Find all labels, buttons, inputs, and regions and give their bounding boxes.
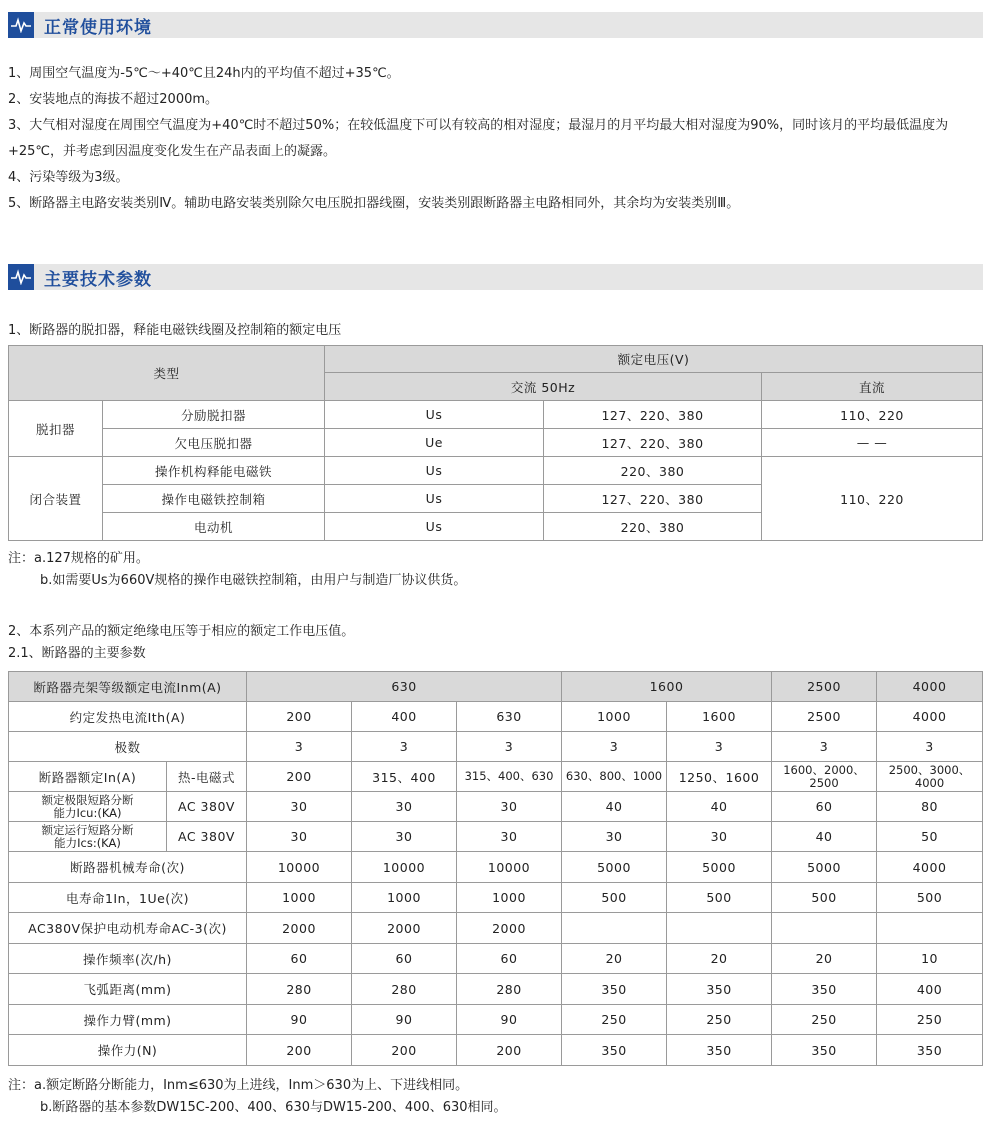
cell: 90: [352, 1005, 457, 1035]
cell: 1000: [457, 883, 562, 913]
pulse-icon: [8, 264, 34, 290]
note-1: [8, 548, 466, 592]
cell: 350: [667, 974, 772, 1005]
cell: 10000: [457, 852, 562, 883]
cell: 3: [352, 732, 457, 762]
subtitle-text: 1、断路器的脱扣器，释能电磁铁线圈及控制箱的额定电压: [8, 323, 342, 338]
cell: 60: [352, 944, 457, 974]
table-row: [9, 702, 983, 732]
cell: 10: [877, 944, 983, 974]
row-label: 电寿命1In，1Ue(次): [9, 883, 247, 913]
cell: 30: [247, 822, 352, 852]
group-release: 脱扣器: [9, 401, 103, 457]
row-label: 极数: [9, 732, 247, 762]
cell: 280: [457, 974, 562, 1005]
dc-voltage: 110、220: [762, 457, 983, 541]
cell: 30: [457, 822, 562, 852]
frame-2500: 2500: [772, 672, 877, 702]
cell: 1000: [247, 883, 352, 913]
row-label: 断路器额定In(A): [9, 762, 167, 792]
cell: 2000: [457, 913, 562, 944]
cell: 10000: [352, 852, 457, 883]
cell: 350: [667, 1035, 772, 1066]
cell: [562, 913, 667, 944]
cell: 500: [772, 883, 877, 913]
row-label: 操作力臂(mm): [9, 1005, 247, 1035]
type-header: 类型: [9, 346, 325, 401]
cell: 3: [457, 732, 562, 762]
row-sublabel: 热-电磁式: [167, 762, 247, 792]
cell: [877, 913, 983, 944]
cell: 2500、3000、4000: [877, 762, 983, 792]
frame-4000: 4000: [877, 672, 983, 702]
cell: 250: [877, 1005, 983, 1035]
cell: 630: [457, 702, 562, 732]
row-label: 飞弧距离(mm): [9, 974, 247, 1005]
cell: 10000: [247, 852, 352, 883]
cell: 40: [772, 822, 877, 852]
cell: 500: [877, 883, 983, 913]
list-item: 4、污染等级为3级。: [8, 170, 129, 185]
cell: 200: [457, 1035, 562, 1066]
cell: 350: [877, 1035, 983, 1066]
cell: 30: [457, 792, 562, 822]
note-line: 注：a.127规格的矿用。: [8, 551, 149, 566]
list-item: 2、安装地点的海拔不超过2000m。: [8, 92, 219, 107]
ac-voltage: 220、380: [544, 513, 762, 541]
cell: [667, 913, 772, 944]
cell: 30: [667, 822, 772, 852]
cell: 315、400: [352, 762, 457, 792]
section-header-environment: [8, 12, 983, 38]
cell: 30: [247, 792, 352, 822]
cell: 630、800、1000: [562, 762, 667, 792]
ac-voltage: 127、220、380: [544, 429, 762, 457]
table-row: [9, 822, 983, 852]
cell: 2000: [352, 913, 457, 944]
note-line: b.如需要Us为660V规格的操作电磁铁控制箱，由用户与制造厂协议供货。: [40, 573, 467, 588]
cell: 20: [772, 944, 877, 974]
cell: 3: [667, 732, 772, 762]
cell: 350: [562, 974, 667, 1005]
table-row: [9, 913, 983, 944]
table-row: [9, 762, 983, 792]
subtitle-text: 2、本系列产品的额定绝缘电压等于相应的额定工作电压值。: [8, 624, 355, 639]
row-label: AC380V保护电动机寿命AC-3(次): [9, 913, 247, 944]
dc-voltage: 110、220: [762, 401, 983, 429]
cell: 3: [877, 732, 983, 762]
section-title: 正常使用环境: [44, 17, 152, 38]
frame-630: 630: [247, 672, 562, 702]
cell: 280: [247, 974, 352, 1005]
cell: 40: [562, 792, 667, 822]
type-name: 电动机: [103, 513, 325, 541]
section-title: 主要技术参数: [44, 269, 152, 290]
note-line: b.断路器的基本参数DW15C-200、400、630与DW15-200、400、630相同。: [40, 1100, 507, 1115]
pulse-icon: [8, 12, 34, 38]
cell: 80: [877, 792, 983, 822]
note-line: 注：a.额定断路分断能力，Inm≤630为上进线，Inm＞630为上、下进线相同。: [8, 1078, 469, 1093]
cell: 40: [667, 792, 772, 822]
table-row: [9, 852, 983, 883]
ac-voltage: 127、220、380: [544, 485, 762, 513]
table-row: [9, 883, 983, 913]
type-name: 分励脱扣器: [103, 401, 325, 429]
cell: 400: [352, 702, 457, 732]
cell: 200: [352, 1035, 457, 1066]
table-row: [9, 1035, 983, 1066]
cell: 315、400、630: [457, 762, 562, 792]
type-name: 操作电磁铁控制箱: [103, 485, 325, 513]
params-table: [8, 671, 983, 1066]
row-label: 断路器机械寿命(次): [9, 852, 247, 883]
cell: 250: [562, 1005, 667, 1035]
cell: 500: [562, 883, 667, 913]
voltage-header: 额定电压(V): [325, 346, 983, 373]
symbol: Us: [325, 457, 544, 485]
list-item: 3、大气相对湿度在周围空气温度为+40℃时不超过50%；在较低温度下可以有较高的相对湿度；最湿月的月平均最大相对湿度为90%，同时该月的平均最低温度为+25℃，并考虑到因温度变化发生在产品表面上的凝露。: [8, 118, 949, 159]
row-label: 操作频率(次/h): [9, 944, 247, 974]
cell: 200: [247, 762, 352, 792]
subtitles: [8, 621, 354, 665]
section-header-tech-params: [8, 264, 983, 290]
cell: 30: [352, 822, 457, 852]
symbol: Us: [325, 485, 544, 513]
cell: 60: [247, 944, 352, 974]
group-closing: 闭合装置: [9, 457, 103, 541]
cell: 5000: [667, 852, 772, 883]
cell: 60: [457, 944, 562, 974]
cell: 20: [562, 944, 667, 974]
cell: 350: [772, 974, 877, 1005]
list-item: 5、断路器主电路安装类别Ⅳ。辅助电路安装类别除欠电压脱扣器线圈，安装类别跟断路器主电路相同外，其余均为安装类别Ⅲ。: [8, 196, 740, 211]
row-label: [9, 792, 167, 822]
cell: 30: [352, 792, 457, 822]
type-name: 欠电压脱扣器: [103, 429, 325, 457]
list-item: 1、周围空气温度为-5℃～+40℃且24h内的平均值不超过+35℃。: [8, 66, 400, 81]
cell: 50: [877, 822, 983, 852]
table-row: [9, 792, 983, 822]
row-label-line: 能力Icu:(KA): [53, 805, 122, 820]
cell: 5000: [772, 852, 877, 883]
row-sublabel: AC 380V: [167, 822, 247, 852]
cell: 1600、2000、2500: [772, 762, 877, 792]
cell: 60: [772, 792, 877, 822]
cell: 5000: [562, 852, 667, 883]
row-label: 操作力(N): [9, 1035, 247, 1066]
cell: 250: [667, 1005, 772, 1035]
environment-list: [8, 61, 988, 217]
cell: 200: [247, 702, 352, 732]
cell: 1250、1600: [667, 762, 772, 792]
cell: 90: [457, 1005, 562, 1035]
note-2: [8, 1075, 507, 1119]
cell: 1000: [562, 702, 667, 732]
cell: 1600: [667, 702, 772, 732]
symbol: Ue: [325, 429, 544, 457]
cell: 200: [247, 1035, 352, 1066]
cell: 350: [562, 1035, 667, 1066]
cell: 30: [562, 822, 667, 852]
cell: 400: [877, 974, 983, 1005]
dc-voltage: — —: [762, 429, 983, 457]
cell: 90: [247, 1005, 352, 1035]
frame-1600: 1600: [562, 672, 772, 702]
symbol: Us: [325, 513, 544, 541]
cell: 3: [247, 732, 352, 762]
cell: 250: [772, 1005, 877, 1035]
row-label-line: 额定运行短路分断: [41, 822, 134, 837]
type-name: 操作机构释能电磁铁: [103, 457, 325, 485]
table-row: [9, 732, 983, 762]
row-label: [9, 822, 167, 852]
cell: [772, 913, 877, 944]
row-sublabel: AC 380V: [167, 792, 247, 822]
ac-header: 交流 50Hz: [325, 373, 762, 401]
cell: 2500: [772, 702, 877, 732]
voltage-table: [8, 345, 983, 541]
cell: 4000: [877, 852, 983, 883]
cell: 20: [667, 944, 772, 974]
cell: 3: [772, 732, 877, 762]
ac-voltage: 127、220、380: [544, 401, 762, 429]
table-row: [9, 1005, 983, 1035]
cell: 350: [772, 1035, 877, 1066]
frame-header: 断路器壳架等级额定电流Inm(A): [9, 672, 247, 702]
row-label-line: 能力Ics:(KA): [54, 835, 121, 850]
dc-header: 直流: [762, 373, 983, 401]
cell: 1000: [352, 883, 457, 913]
ac-voltage: 220、380: [544, 457, 762, 485]
subtitle-text: 2.1、断路器的主要参数: [8, 646, 146, 661]
table-row: [9, 944, 983, 974]
subtitle: [8, 318, 988, 344]
row-label: 约定发热电流Ith(A): [9, 702, 247, 732]
cell: 280: [352, 974, 457, 1005]
cell: 2000: [247, 913, 352, 944]
cell: 3: [562, 732, 667, 762]
table-row: [9, 974, 983, 1005]
cell: 500: [667, 883, 772, 913]
cell: 4000: [877, 702, 983, 732]
row-label-line: 额定极限短路分断: [41, 792, 134, 807]
symbol: Us: [325, 401, 544, 429]
